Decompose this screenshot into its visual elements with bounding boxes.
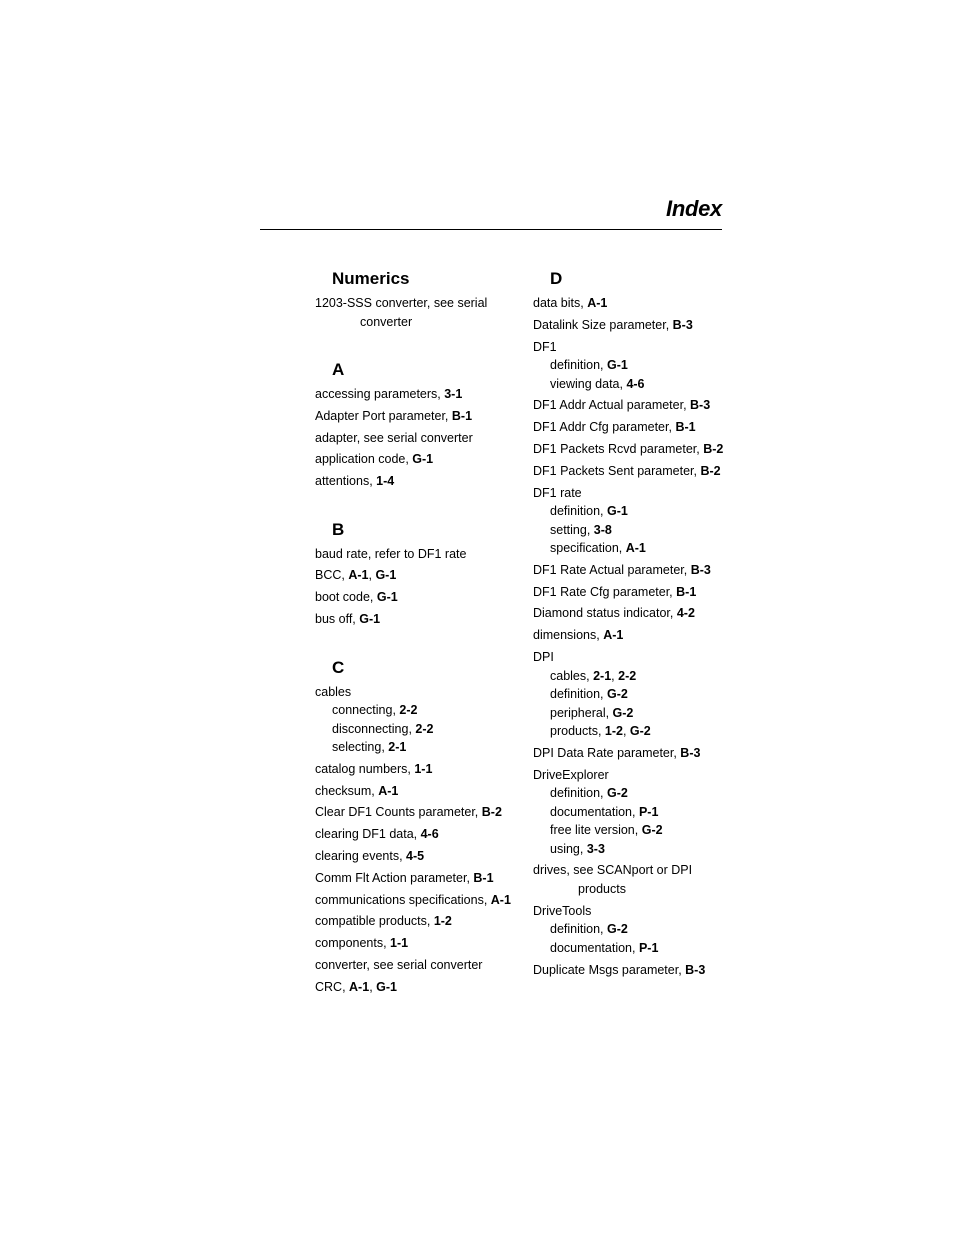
index-entry [315, 891, 515, 910]
page-ref-link[interactable]: A-1 [490, 892, 511, 907]
page-ref-link[interactable]: B-2 [481, 805, 502, 820]
entry-text: DPI [533, 650, 554, 665]
page-ref-link[interactable]: 2-2 [415, 721, 434, 736]
entry-text: DriveExplorer [533, 767, 609, 782]
page-ref-link[interactable]: G-1 [412, 452, 434, 467]
page-ref-link[interactable]: 2-1 [388, 740, 407, 755]
entry-text: checksum, [315, 783, 379, 798]
page-ref-link[interactable]: G-1 [376, 979, 397, 994]
index-subentry [533, 704, 733, 723]
page-ref-link[interactable]: 2-2 [399, 703, 418, 718]
entry-text: DF1 Packets Rcvd parameter, [533, 441, 704, 456]
index-entry-line [533, 902, 733, 921]
page-ref-link[interactable]: P-1 [638, 940, 659, 955]
entry-text: Clear DF1 Counts parameter, [315, 805, 482, 820]
index-entry [315, 912, 515, 931]
index-entry [315, 610, 515, 629]
page-ref-link[interactable]: G-1 [606, 358, 628, 373]
index-entry [533, 583, 733, 602]
index-entry-line [533, 462, 733, 481]
entry-text: bus off, [315, 612, 360, 627]
index-entry-line [315, 683, 515, 702]
index-entry-line [533, 961, 733, 980]
page-ref-link[interactable]: 1-4 [376, 474, 395, 489]
index-section [315, 657, 515, 997]
index-entry [533, 561, 733, 580]
entry-text: Datalink Size parameter, [533, 317, 673, 332]
index-entry-line [533, 861, 733, 880]
page-ref-link[interactable]: G-2 [612, 705, 634, 720]
entry-text: communications specifications, [315, 892, 491, 907]
index-subentry [533, 685, 733, 704]
page-ref-link[interactable]: P-1 [638, 804, 659, 819]
page-title: Index [666, 196, 722, 221]
entry-text: definition, [550, 504, 607, 519]
entry-text: definition, [550, 358, 607, 373]
index-entry [533, 961, 733, 980]
entry-text: 1203-SSS converter, see serial [315, 296, 488, 310]
index-entry [315, 407, 515, 426]
page-ref-link[interactable]: 3-8 [593, 522, 612, 537]
page-ref-link[interactable]: 4-2 [676, 606, 695, 621]
page-ref-link[interactable]: A-1 [348, 568, 369, 583]
entry-text: DF1 Rate Cfg parameter, [533, 584, 677, 599]
index-entry-line [315, 313, 515, 332]
index-section [315, 359, 515, 491]
page-ref-link[interactable]: B-2 [703, 441, 724, 456]
index-entry-line [533, 648, 733, 667]
index-entry [533, 462, 733, 481]
index-subentry [533, 920, 733, 939]
index-entry-line [533, 766, 733, 785]
entry-text: documentation, [550, 804, 639, 819]
entry-text: selecting, [332, 740, 389, 755]
page-ref-link[interactable]: 1-2 [604, 724, 623, 739]
index-entry-line [315, 760, 515, 779]
index-entry [533, 766, 733, 859]
index-entry-line [315, 588, 515, 607]
entry-text: cables, [550, 668, 594, 683]
index-column-right [533, 268, 733, 979]
index-section [315, 519, 515, 629]
index-entry [533, 902, 733, 958]
index-entry [533, 744, 733, 763]
entry-text: specification, [550, 541, 626, 556]
index-entry-line [533, 744, 733, 763]
page-ref-link[interactable]: 3-1 [444, 387, 463, 401]
index-entry [533, 396, 733, 415]
page-ref-link[interactable]: B-1 [676, 584, 697, 599]
index-entry-line [315, 847, 515, 866]
entry-text: products [578, 881, 626, 896]
index-entry-line [533, 440, 733, 459]
entry-text: DF1 [533, 339, 557, 354]
index-entry [315, 472, 515, 491]
entry-text: Comm Flt Action parameter, [315, 870, 474, 885]
page-ref-link[interactable]: A-1 [587, 296, 608, 310]
index-entry-line [315, 912, 515, 931]
entry-text: application code, [315, 452, 413, 467]
index-entry [533, 316, 733, 335]
index-entry [315, 825, 515, 844]
page-ref-link[interactable]: G-2 [641, 823, 663, 838]
page-ref-link[interactable]: 1-1 [414, 761, 433, 776]
entry-text: clearing events, [315, 849, 407, 864]
entry-text: DF1 Rate Actual parameter, [533, 562, 691, 577]
entry-text: drives, see SCANport or DPI [533, 863, 693, 878]
index-entry-line [315, 956, 515, 975]
page-ref-link[interactable]: 4-6 [420, 827, 439, 842]
page-ref-link[interactable]: A-1 [625, 541, 646, 556]
title-rule [260, 229, 722, 230]
index-subentry [533, 375, 733, 394]
entry-text: attentions, [315, 474, 377, 489]
index-entry-line [533, 583, 733, 602]
entry-text: DF1 rate [533, 485, 582, 500]
entry-text: converter [360, 314, 413, 329]
index-entry [315, 847, 515, 866]
page-ref-link[interactable]: B-3 [685, 962, 706, 977]
index-entry [315, 450, 515, 469]
index-subentry [533, 939, 733, 958]
index-entry-line [315, 429, 515, 448]
index-entry-line [533, 338, 733, 357]
index-subentry [533, 803, 733, 822]
entry-text: converter, see serial converter [315, 958, 483, 973]
index-entry-line [315, 610, 515, 629]
entry-text: components, [315, 936, 391, 951]
index-entry [533, 484, 733, 558]
index-entry-line [533, 396, 733, 415]
entry-text: DF1 Addr Actual parameter, [533, 398, 691, 413]
index-subentry [315, 701, 515, 720]
entry-text: BCC, [315, 568, 349, 583]
page-ref-link[interactable]: G-2 [606, 922, 628, 937]
entry-text: Adapter Port parameter, [315, 408, 452, 423]
page-ref-link[interactable]: B-1 [473, 870, 494, 885]
index-subentry [315, 720, 515, 739]
page-ref-link[interactable]: B-3 [690, 562, 711, 577]
page-ref-link[interactable]: B-2 [700, 463, 721, 478]
index-entry [533, 440, 733, 459]
index-entry [533, 604, 733, 623]
section-heading: B [332, 519, 345, 539]
index-section [315, 268, 515, 331]
entry-text: catalog numbers, [315, 761, 415, 776]
entry-text: Duplicate Msgs parameter, [533, 962, 686, 977]
index-entry-line [315, 934, 515, 953]
page-ref-link[interactable]: B-1 [675, 420, 696, 435]
index-entry-line [315, 472, 515, 491]
entry-text: documentation, [550, 940, 639, 955]
index-entry [533, 626, 733, 645]
entry-text: definition, [550, 687, 607, 702]
entry-text: Diamond status indicator, [533, 606, 677, 621]
entry-text: disconnecting, [332, 721, 416, 736]
entry-text: cables [315, 684, 352, 699]
page-ref-link[interactable]: 2-2 [618, 668, 637, 683]
index-entry [315, 803, 515, 822]
entry-text: compatible products, [315, 914, 434, 929]
index-entry [533, 338, 733, 394]
index-entry-line [533, 880, 733, 899]
page-ref-link[interactable]: G-2 [606, 786, 628, 801]
page-ref-link[interactable]: B-3 [690, 398, 711, 413]
index-entry-line [533, 484, 733, 503]
index-entry-line [315, 545, 515, 564]
index-entry-line [533, 561, 733, 580]
index-subentry [533, 502, 733, 521]
page-ref-link[interactable]: B-1 [451, 408, 473, 423]
index-subentry: cables, 2-1, 2-2 [550, 668, 637, 683]
index-entry [533, 418, 733, 437]
entry-text: definition, [550, 786, 607, 801]
page-ref-link[interactable]: 3-3 [586, 841, 605, 856]
entry-text: adapter, see serial converter [315, 430, 473, 445]
section-heading: C [332, 657, 345, 677]
index-entry [315, 978, 515, 997]
index-entry-line [533, 316, 733, 335]
index-entry-line [315, 869, 515, 888]
entry-text: DF1 Addr Cfg parameter, [533, 420, 676, 435]
index-entry [315, 956, 515, 975]
page-ref-link[interactable]: A-1 [349, 979, 370, 994]
page-ref-link[interactable]: B-3 [680, 745, 701, 760]
index-entry-line [315, 407, 515, 426]
page-ref-link[interactable]: G-1 [359, 612, 381, 627]
entry-text: clearing DF1 data, [315, 827, 421, 842]
entry-text: dimensions, [533, 628, 604, 643]
page-ref-link[interactable]: G-1 [376, 590, 398, 605]
index-entry [315, 545, 515, 564]
index-entry-line [533, 604, 733, 623]
index-entry [315, 385, 515, 404]
entry-text: boot code, [315, 590, 377, 605]
index-subentry [533, 356, 733, 375]
page-ref-link[interactable]: 4-5 [406, 849, 425, 864]
index-subentry [533, 521, 733, 540]
entry-text: using, [550, 841, 587, 856]
page-ref-link[interactable]: G-2 [606, 687, 628, 702]
page-ref-link[interactable]: G-2 [629, 724, 651, 739]
entry-text: free lite version, [550, 823, 642, 838]
index-entry [315, 782, 515, 801]
index-entry-line [315, 825, 515, 844]
index-entry [315, 760, 515, 779]
page-ref-link[interactable]: A-1 [603, 628, 624, 643]
page-ref-link[interactable]: A-1 [378, 783, 399, 798]
index-entry-line: BCC, A-1, G-1 [315, 568, 397, 583]
page-ref-link[interactable]: 2-1 [593, 668, 612, 683]
index-entry-line [315, 385, 515, 404]
entry-text: baud rate, refer to DF1 rate [315, 546, 467, 561]
index-entry-line [315, 450, 515, 469]
index-entry [533, 294, 733, 313]
index-section [533, 268, 733, 979]
index-entry-line [315, 891, 515, 910]
section-heading: A [332, 360, 345, 379]
page-ref-link[interactable]: 1-1 [390, 936, 409, 951]
section-heading: D [550, 269, 563, 288]
entry-text: accessing parameters, [315, 387, 445, 401]
entry-text: DPI Data Rate parameter, [533, 745, 681, 760]
index-entry-line [533, 294, 733, 313]
index-subentry [315, 738, 515, 757]
entry-text: CRC, [315, 979, 350, 994]
entry-text: connecting, [332, 703, 400, 718]
index-entry [315, 934, 515, 953]
index-entry [315, 869, 515, 888]
entry-text: data bits, [533, 296, 588, 310]
index-entry [315, 566, 515, 585]
index-entry-line [315, 294, 515, 313]
index-entry-line: CRC, A-1, G-1 [315, 979, 397, 994]
index-entry [315, 294, 515, 331]
index-entry-line [315, 803, 515, 822]
index-subentry [533, 784, 733, 803]
index-entry [533, 648, 733, 741]
index-entry [533, 861, 733, 898]
section-heading: Numerics [332, 269, 410, 288]
index-entry [315, 588, 515, 607]
page-ref-link[interactable]: B-3 [672, 317, 693, 332]
index-subentry [533, 821, 733, 840]
index-entry [315, 429, 515, 448]
index-entry-line [315, 782, 515, 801]
entry-text: products, [550, 724, 605, 739]
index-entry [315, 683, 515, 757]
page-ref-link[interactable]: 4-6 [626, 376, 645, 391]
entry-text: setting, [550, 522, 594, 537]
index-subentry [533, 840, 733, 859]
index-subentry: products, 1-2, G-2 [550, 724, 651, 739]
entry-text: DriveTools [533, 903, 592, 918]
page-ref-link[interactable]: G-1 [606, 504, 628, 519]
entry-text: DF1 Packets Sent parameter, [533, 463, 701, 478]
index-column-left [315, 268, 515, 996]
page-ref-link[interactable]: 1-2 [433, 914, 452, 929]
entry-text: viewing data, [550, 376, 627, 391]
index-entry-line [533, 626, 733, 645]
entry-text: definition, [550, 922, 607, 937]
entry-text: peripheral, [550, 705, 613, 720]
index-subentry [533, 539, 733, 558]
page-ref-link[interactable]: G-1 [375, 568, 397, 583]
index-entry-line [533, 418, 733, 437]
